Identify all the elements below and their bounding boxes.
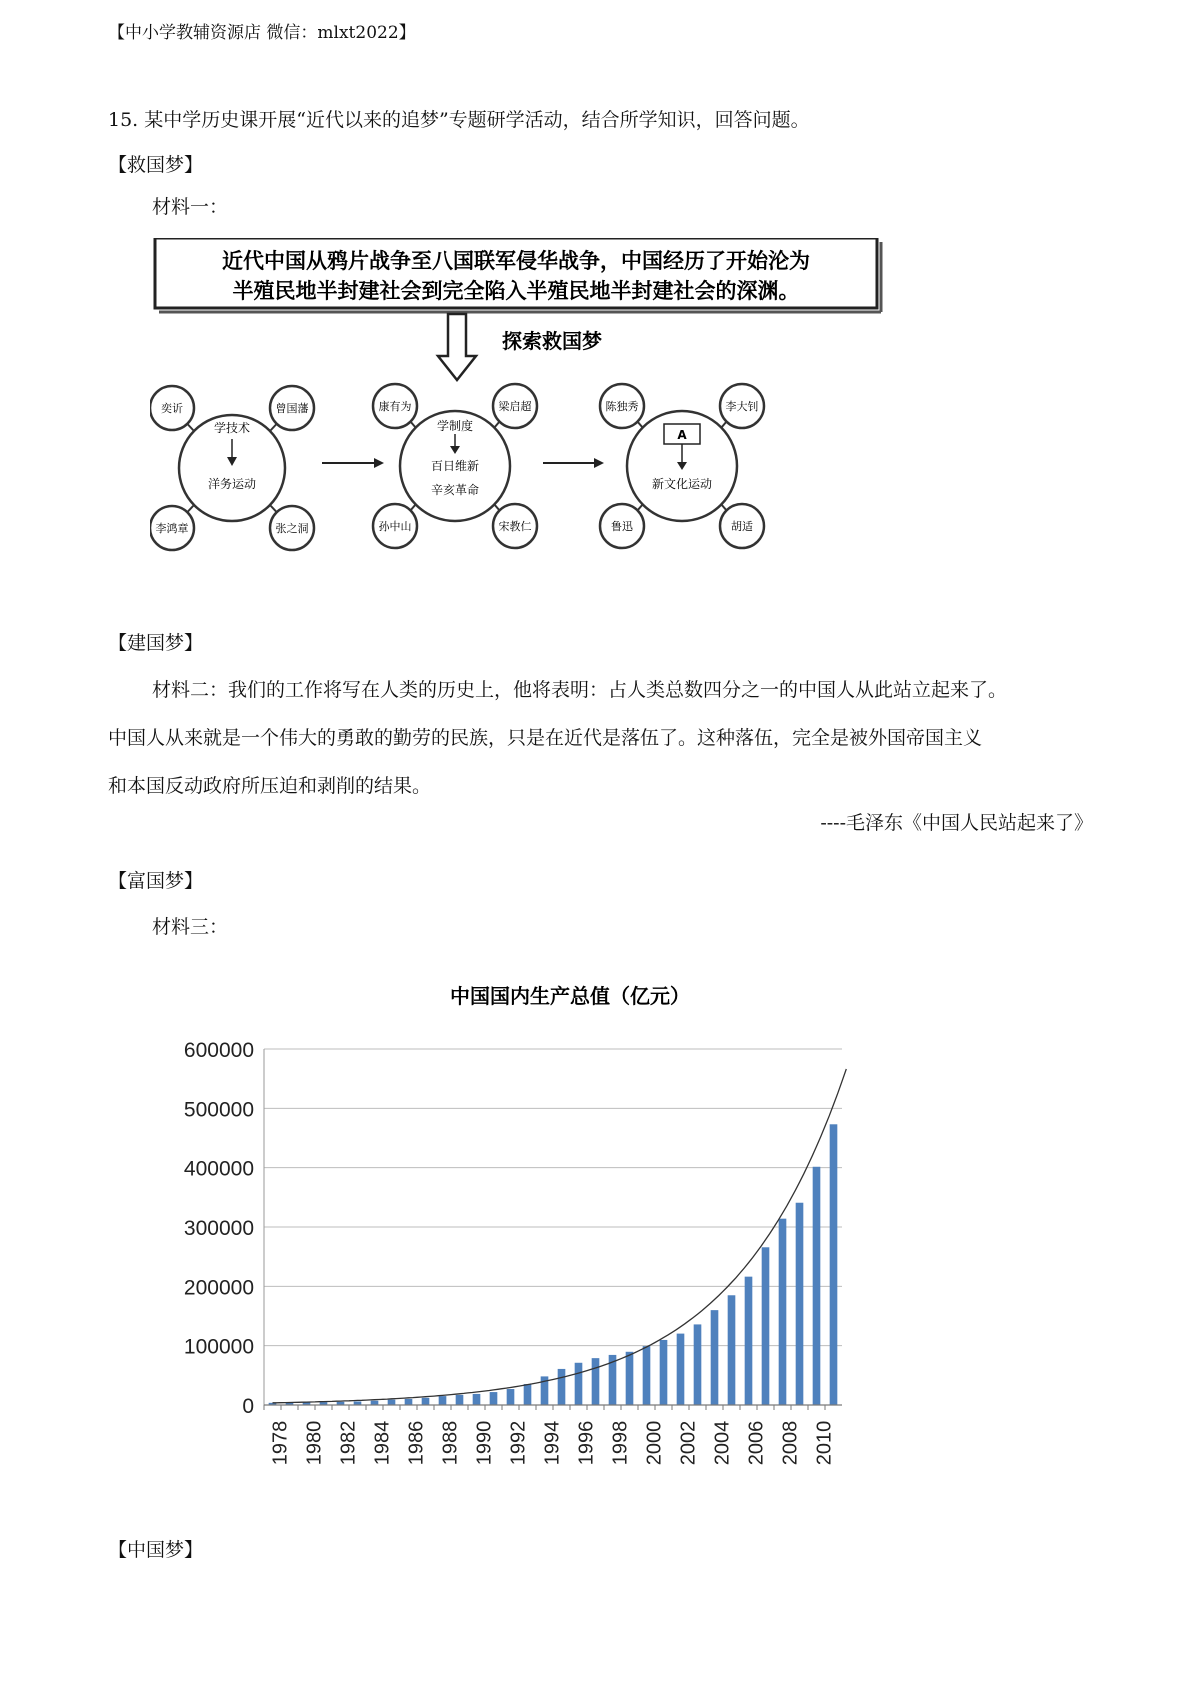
x-tick-label: 1992	[507, 1420, 530, 1466]
question-stem: 15. 某中学历史课开展“近代以来的追梦”专题研学活动，结合所学知识，回答问题。	[108, 109, 810, 131]
svg-text:李鸿章: 李鸿章	[155, 522, 189, 535]
section-enrich-nation: 【富国梦】	[108, 870, 204, 892]
down-arrow-icon	[438, 314, 476, 380]
bar-1985	[388, 1400, 396, 1405]
svg-text:胡适: 胡适	[731, 520, 753, 533]
svg-text:陈独秀: 陈独秀	[605, 400, 639, 413]
x-tick-label: 2000	[643, 1420, 666, 1466]
bar-2000	[643, 1346, 651, 1405]
svg-text:梁启超: 梁启超	[498, 400, 532, 413]
bar-2006	[745, 1277, 753, 1405]
bar-1993	[524, 1384, 532, 1405]
bar-1996	[575, 1363, 583, 1405]
y-tick-label: 100000	[183, 1335, 254, 1359]
bar-1984	[371, 1401, 379, 1405]
bar-1989	[456, 1395, 464, 1405]
group-westernization	[150, 386, 314, 550]
group-new-culture	[600, 384, 764, 548]
svg-text:孙中山: 孙中山	[378, 520, 412, 533]
bar-2011	[830, 1124, 838, 1405]
y-tick-label: 500000	[183, 1098, 254, 1122]
svg-text:奕䜣: 奕䜣	[161, 402, 183, 415]
bar-2001	[660, 1340, 668, 1405]
svg-text:曾国藩: 曾国藩	[275, 402, 309, 415]
svg-text:鲁迅: 鲁迅	[611, 520, 633, 533]
svg-text:辛亥革命: 辛亥革命	[430, 483, 480, 497]
x-tick-label: 1986	[405, 1420, 428, 1466]
x-tick-label: 2002	[677, 1420, 700, 1466]
blank-a: A	[677, 428, 687, 442]
box-line2: 半殖民地半封建社会到完全陷入半殖民地半封建社会的深渊。	[232, 279, 800, 303]
bar-2007	[762, 1247, 770, 1405]
y-tick-label: 300000	[183, 1217, 254, 1240]
material2-line2: 中国人从来就是一个伟大的勇敢的勤劳的民族，只是在近代是落伍了。这种落伍，完全是被外国帝国主义	[108, 727, 983, 749]
explore-label: 探索救国梦	[502, 329, 602, 353]
x-tick-label: 1998	[609, 1420, 632, 1466]
gdp-chart	[150, 965, 940, 1525]
bar-2005	[728, 1295, 736, 1405]
box-line1: 近代中国从鸦片战争至八国联军侵华战争，中国经历了开始沦为	[222, 249, 810, 273]
x-tick-label: 2004	[711, 1420, 734, 1466]
bar-1986	[405, 1399, 413, 1405]
y-tick-label: 400000	[183, 1157, 254, 1181]
y-tick-label: 0	[242, 1395, 254, 1418]
svg-text:李大钊: 李大钊	[725, 400, 759, 413]
bar-1995	[558, 1369, 566, 1405]
bar-2002	[677, 1334, 685, 1405]
group-reform-revolution	[373, 384, 537, 548]
chart-title: 中国国内生产总值（亿元）	[450, 986, 690, 1008]
bar-1991	[490, 1392, 498, 1405]
bar-2010	[813, 1167, 821, 1405]
svg-text:学技术: 学技术	[213, 421, 251, 435]
bar-1999	[626, 1352, 634, 1405]
header-note: 【中小学教辅资源店 微信：mlxt2022】	[108, 23, 416, 43]
exploration-diagram	[150, 238, 950, 610]
svg-text:康有为: 康有为	[378, 400, 412, 413]
x-tick-label: 1982	[337, 1420, 360, 1466]
material2-attribution: ----毛泽东《中国人民站起来了》	[820, 812, 1093, 834]
bar-1990	[473, 1394, 481, 1405]
bar-2004	[711, 1310, 719, 1405]
material2-line3: 和本国反动政府所压迫和剥削的结果。	[108, 775, 432, 797]
svg-text:洋务运动: 洋务运动	[207, 477, 257, 491]
bar-1997	[592, 1358, 600, 1405]
x-tick-label: 1996	[575, 1420, 598, 1466]
x-tick-label: 1980	[303, 1420, 326, 1466]
material1-label: 材料一：	[152, 196, 229, 218]
section-build-nation: 【建国梦】	[108, 632, 204, 654]
svg-text:学制度: 学制度	[436, 419, 474, 433]
material2-text	[108, 666, 1093, 810]
trend-curve	[273, 1069, 847, 1403]
bar-1988	[439, 1396, 447, 1405]
svg-text:宋教仁: 宋教仁	[498, 520, 532, 533]
x-tick-label: 2006	[745, 1420, 768, 1466]
bar-1987	[422, 1398, 430, 1405]
x-tick-label: 1990	[473, 1420, 496, 1466]
svg-text:新文化运动: 新文化运动	[651, 477, 713, 491]
bar-1992	[507, 1389, 515, 1405]
x-tick-label: 1988	[439, 1420, 462, 1466]
x-tick-label: 1984	[371, 1420, 394, 1466]
bar-2008	[779, 1219, 787, 1405]
y-tick-label: 200000	[183, 1276, 254, 1300]
y-tick-label: 600000	[183, 1039, 254, 1062]
section-save-nation: 【救国梦】	[108, 154, 204, 176]
x-tick-label: 2010	[813, 1420, 836, 1466]
svg-text:张之洞: 张之洞	[275, 522, 309, 535]
material3-label: 材料三：	[152, 916, 229, 938]
svg-text:百日维新: 百日维新	[430, 459, 480, 473]
material2-line1: 材料二：我们的工作将写在人类的历史上，他将表明：占人类总数四分之一的中国人从此站立起来了。	[152, 679, 1008, 701]
bar-2003	[694, 1324, 702, 1405]
bar-2009	[796, 1203, 804, 1405]
x-tick-label: 2008	[779, 1420, 802, 1466]
x-tick-label: 1978	[269, 1420, 292, 1466]
section-china-dream: 【中国梦】	[108, 1539, 204, 1561]
x-tick-label: 1994	[541, 1420, 564, 1466]
